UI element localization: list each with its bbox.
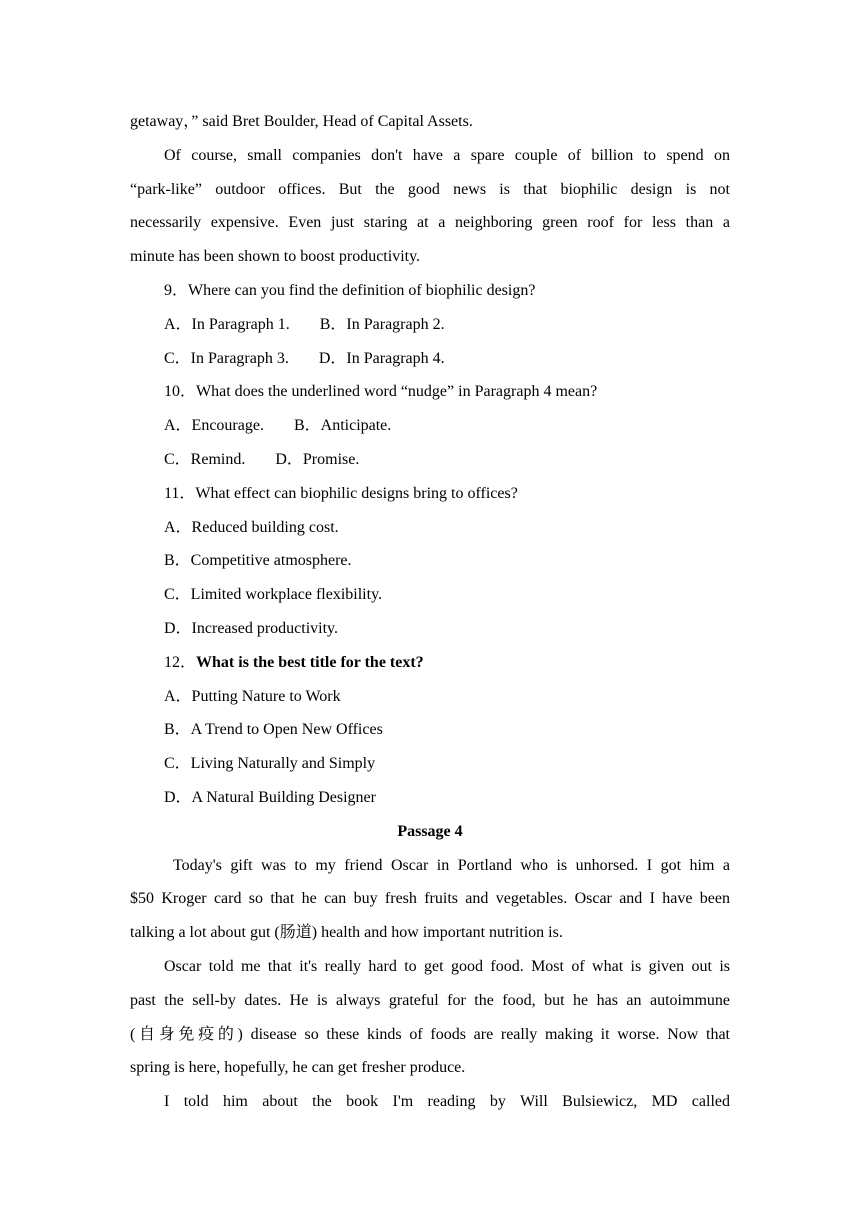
paragraph-oscar <box>130 950 730 1085</box>
question-12 <box>130 646 730 815</box>
question-9 <box>130 274 730 375</box>
question-11 <box>130 477 730 646</box>
option-d: D．A Natural Building Designer <box>164 788 376 806</box>
text-line: minute has been shown to boost productivity. <box>130 248 421 266</box>
text-line: “park-like” outdoor offices. But the good news is that biophilic design is not <box>130 180 730 198</box>
question-stem: 11．What effect can biophilic designs bring to offices? <box>164 484 518 502</box>
option-a: A．Encourage. <box>164 417 264 435</box>
question-text: What is the best title for the text? <box>196 653 424 671</box>
question-number: 12． <box>164 653 197 671</box>
paragraph-tail: getaway，” said Bret Boulder, Head of Capital Assets. <box>130 113 473 130</box>
option-c: C．Living Naturally and Simply <box>164 755 376 773</box>
option-c: C．Limited workplace flexibility. <box>164 586 383 604</box>
text-line: $50 Kroger card so that he can buy fresh fruits and vegetables. Oscar and I have been <box>130 890 730 908</box>
text-line: past the sell-by dates. He is always grateful for the food, but he has an autoimmune <box>130 991 730 1009</box>
passage-title: Passage 4 <box>397 822 463 840</box>
option-b: B．In Paragraph 2. <box>319 315 445 333</box>
paragraph-book <box>130 1085 730 1119</box>
question-stem <box>130 646 730 680</box>
option-d: D．Promise. <box>275 450 360 468</box>
option-b: B．Anticipate. <box>293 417 392 435</box>
option-a: A．Putting Nature to Work <box>164 687 341 705</box>
question-stem: 9．Where can you find the definition of biophilic design? <box>164 281 536 299</box>
options-row <box>130 443 730 477</box>
text-line: (自身免疫的) disease so these kinds of foods are really making it worse. Now that <box>130 1025 730 1043</box>
text-line: I told him about the book I'm reading by Will Bulsiewicz, MD called <box>164 1093 730 1111</box>
option-d: D．Increased productivity. <box>164 619 339 637</box>
options-row <box>130 342 730 376</box>
text-line: Oscar told me that it's really hard to get good food. Most of what is given out is <box>164 957 730 975</box>
text-line: spring is here, hopefully, he can get fresher produce. <box>130 1059 466 1077</box>
option-b: B．A Trend to Open New Offices <box>164 721 383 739</box>
option-a: A．Reduced building cost. <box>164 518 339 536</box>
paragraph-gift <box>130 849 730 950</box>
text-line: necessarily expensive. Even just staring at a neighboring green roof for less than a <box>130 214 730 232</box>
options-row <box>130 308 730 342</box>
options-row <box>130 409 730 443</box>
option-c: C．Remind. <box>164 450 246 468</box>
option-c: C．In Paragraph 3. <box>164 349 289 367</box>
option-b: B．Competitive atmosphere. <box>164 552 352 570</box>
option-a: A．In Paragraph 1. <box>164 315 290 333</box>
text-line: Today's gift was to my friend Oscar in Portland who is unhorsed. I got him a <box>173 856 730 874</box>
question-10 <box>130 375 730 476</box>
paragraph-small-companies <box>130 139 730 274</box>
option-d: D．In Paragraph 4. <box>318 349 445 367</box>
document-page <box>130 105 730 1119</box>
text-line: Of course, small companies don't have a spare couple of billion to spend on <box>164 146 730 164</box>
text-line: talking a lot about gut (肠道) health and how important nutrition is. <box>130 924 563 942</box>
question-stem: 10．What does the underlined word “nudge” in Paragraph 4 mean? <box>164 383 598 401</box>
